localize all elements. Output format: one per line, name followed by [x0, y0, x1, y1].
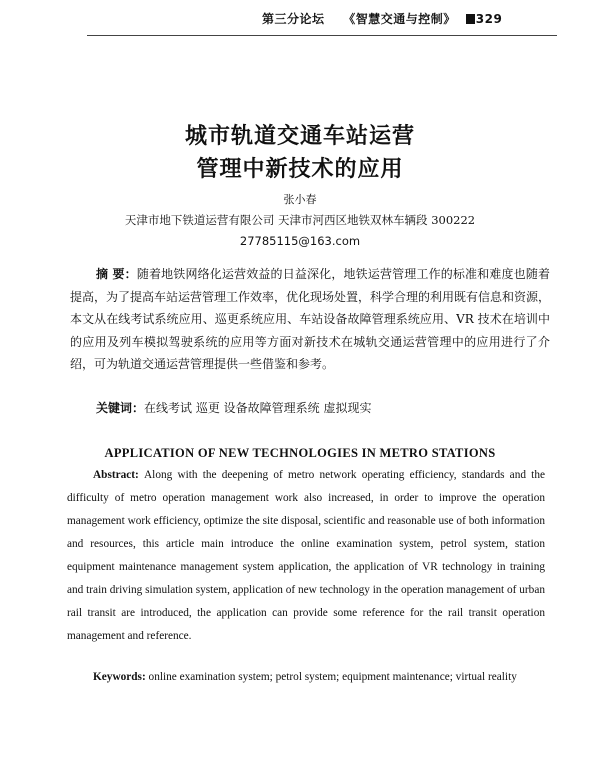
- keywords-cn-text: 在线考试 巡更 设备故障管理系统 虚拟现实: [144, 401, 372, 415]
- page-marker-square: [466, 14, 475, 24]
- running-header: [262, 10, 502, 27]
- paper-title-line-1: 城市轨道交通车站运营: [184, 124, 415, 149]
- keywords-en: [67, 666, 545, 689]
- header-rule: [87, 35, 557, 36]
- abstract-en-label: Abstract:: [93, 469, 139, 481]
- keywords-cn: [96, 399, 371, 416]
- abstract-en-text: Along with the deepening of metro network operating efficiency, standards and the difficulty of metro operation management work also increased, in order to improve the operation management work efficiency, optimize the site disposal, scientific and reasonable use of both information and resources, this article main introduce the online examination system, petrol system, station equipment maintenance management system application, the application of VR technology in training and train driving simulation system, application of new technology in the operation management of urban rail transit are introduced, the application can provide some reference for the rail transit operation management and reference.: [67, 469, 545, 642]
- abstract-cn: [70, 263, 550, 376]
- abstract-cn-label: 摘 要：: [96, 267, 137, 281]
- abstract-en: [67, 464, 545, 648]
- keywords-en-label: Keywords:: [93, 671, 146, 683]
- page-number: 329: [475, 12, 503, 26]
- affiliation: 天津市地下铁道运营有限公司 天津市河西区地铁双林车辆段 300222: [124, 213, 476, 227]
- english-title: APPLICATION OF NEW TECHNOLOGIES IN METRO STATIONS: [104, 446, 496, 460]
- header-section: 第三分论坛: [262, 12, 325, 26]
- abstract-cn-text: 随着地铁网络化运营效益的日益深化，地铁运营管理工作的标准和难度也随着提高，为了提高车站运营管理工作效率，优化现场处置，科学合理的利用既有信息和资源，本文从在线考试系统应用、巡更系统应用、车站设备故障管理系统应用、VR 技术在培训中的应用及列车模拟驾驶系统的应用等方面对新技术在城轨交通运营管理中的应用进行了介绍，可为轨道交通运营管理提供一些借鉴和参考。: [70, 267, 551, 372]
- keywords-cn-label: 关键词：: [96, 401, 145, 415]
- author-name: 张小春: [283, 193, 317, 206]
- keywords-en-text: online examination system; petrol system; equipment maintenance; virtual reality: [148, 671, 517, 683]
- author-email: 27785115@163.com: [239, 234, 361, 248]
- paper-title-line-2: 管理中新技术的应用: [196, 157, 404, 182]
- header-journal: 《智慧交通与控制》: [343, 12, 456, 26]
